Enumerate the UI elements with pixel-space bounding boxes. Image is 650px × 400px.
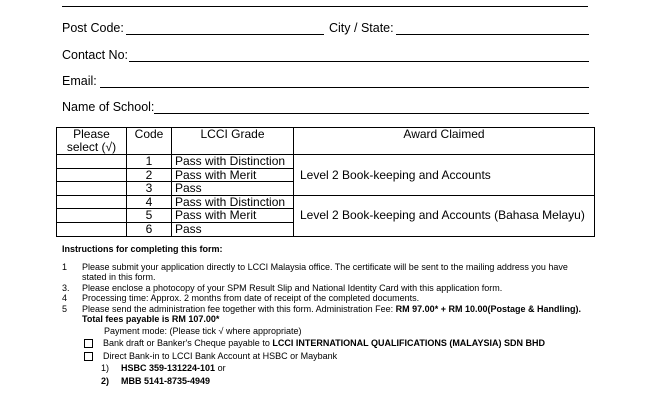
instructions-title: Instructions for completing this form: — [62, 244, 223, 254]
account-number: HSBC 359-131224-101 — [121, 363, 216, 373]
select-cell[interactable] — [57, 182, 127, 196]
school-input[interactable] — [154, 100, 589, 114]
bank-draft-checkbox[interactable] — [84, 339, 93, 348]
grade-cell: Pass with Merit — [172, 209, 294, 223]
account-suffix: or — [215, 363, 226, 373]
select-cell[interactable] — [57, 195, 127, 209]
instruction-text: Please enclose a photocopy of your SPM Result Slip and National Identity Card with this application form. — [82, 282, 503, 293]
instruction-text: Processing time: Approx. 2 months from date of receipt of the completed documents. — [82, 293, 420, 303]
select-cell[interactable] — [57, 168, 127, 182]
award-cell: Level 2 Book-keeping and Accounts — [294, 155, 595, 196]
grade-cell: Pass — [172, 182, 294, 196]
payee-name: LCCI INTERNATIONAL QUALIFICATIONS (MALAYSIA) SDN BHD — [272, 338, 545, 348]
city-state-input[interactable] — [396, 21, 589, 35]
header-award: Award Claimed — [294, 128, 595, 155]
bank-account-item — [62, 363, 592, 374]
code-cell: 2 — [127, 168, 172, 182]
header-code: Code — [127, 128, 172, 155]
payment-option-bank-draft — [62, 338, 592, 349]
instruction-item — [62, 283, 592, 294]
instruction-item — [62, 262, 592, 283]
grade-cell: Pass with Distinction — [172, 195, 294, 209]
city-state-label: City / State: — [329, 21, 394, 35]
fee-text: RM 97.00* + RM 10.00(Postage & Handling). Total fees payable is RM 107.00* — [82, 303, 581, 324]
top-underline — [62, 6, 588, 7]
instruction-item — [62, 293, 592, 304]
code-cell: 6 — [127, 222, 172, 236]
table-row — [57, 195, 595, 209]
grade-cell: Pass with Distinction — [172, 155, 294, 169]
instruction-item — [62, 304, 592, 325]
instruction-number: 4 — [62, 293, 68, 303]
table-row — [57, 155, 595, 169]
contact-input[interactable] — [129, 48, 589, 62]
instruction-number: 1 — [62, 261, 68, 272]
bank-draft-text: Bank draft or Banker's Cheque payable to — [103, 338, 273, 348]
bank-in-checkbox[interactable] — [84, 352, 93, 361]
post-code-input[interactable] — [126, 21, 324, 35]
code-cell: 1 — [127, 155, 172, 169]
instructions — [62, 244, 592, 386]
account-number: MBB 5141-8735-4949 — [121, 375, 211, 386]
grade-table — [56, 127, 595, 237]
code-cell: 3 — [127, 182, 172, 196]
account-number-label: 2) — [101, 375, 110, 386]
grade-cell: Pass — [172, 222, 294, 236]
code-cell: 4 — [127, 195, 172, 209]
header-select: Please select (√) — [57, 128, 127, 155]
code-cell: 5 — [127, 209, 172, 223]
header-grade: LCCI Grade — [172, 128, 294, 155]
bank-account-item — [62, 376, 592, 387]
bank-in-text: Direct Bank-in to LCCI Bank Account at HSBC or Maybank — [103, 350, 338, 361]
instruction-text: Please submit your application directly to LCCI Malaysia office. The certificate will be sent to the mailing address you have stated in this form. — [82, 261, 568, 282]
instruction-text: Please send the administration fee together with this form. Administration Fee: — [82, 303, 396, 314]
instruction-number: 5 — [62, 303, 68, 314]
grade-cell: Pass with Merit — [172, 168, 294, 182]
select-cell[interactable] — [57, 209, 127, 223]
contact-label: Contact No: — [62, 48, 129, 62]
select-cell[interactable] — [57, 222, 127, 236]
instruction-number: 3. — [62, 282, 70, 293]
select-cell[interactable] — [57, 155, 127, 169]
school-label: Name of School: — [62, 100, 155, 114]
email-label: Email: — [62, 74, 97, 88]
account-number-label: 1) — [101, 363, 110, 373]
award-cell: Level 2 Book-keeping and Accounts (Bahasa Melayu) — [294, 195, 595, 236]
post-code-label: Post Code: — [62, 21, 124, 35]
payment-option-bank-in — [62, 351, 592, 362]
email-input[interactable] — [100, 74, 589, 88]
payment-mode-label: Payment mode: (Please tick √ where appropriate) — [104, 325, 302, 336]
